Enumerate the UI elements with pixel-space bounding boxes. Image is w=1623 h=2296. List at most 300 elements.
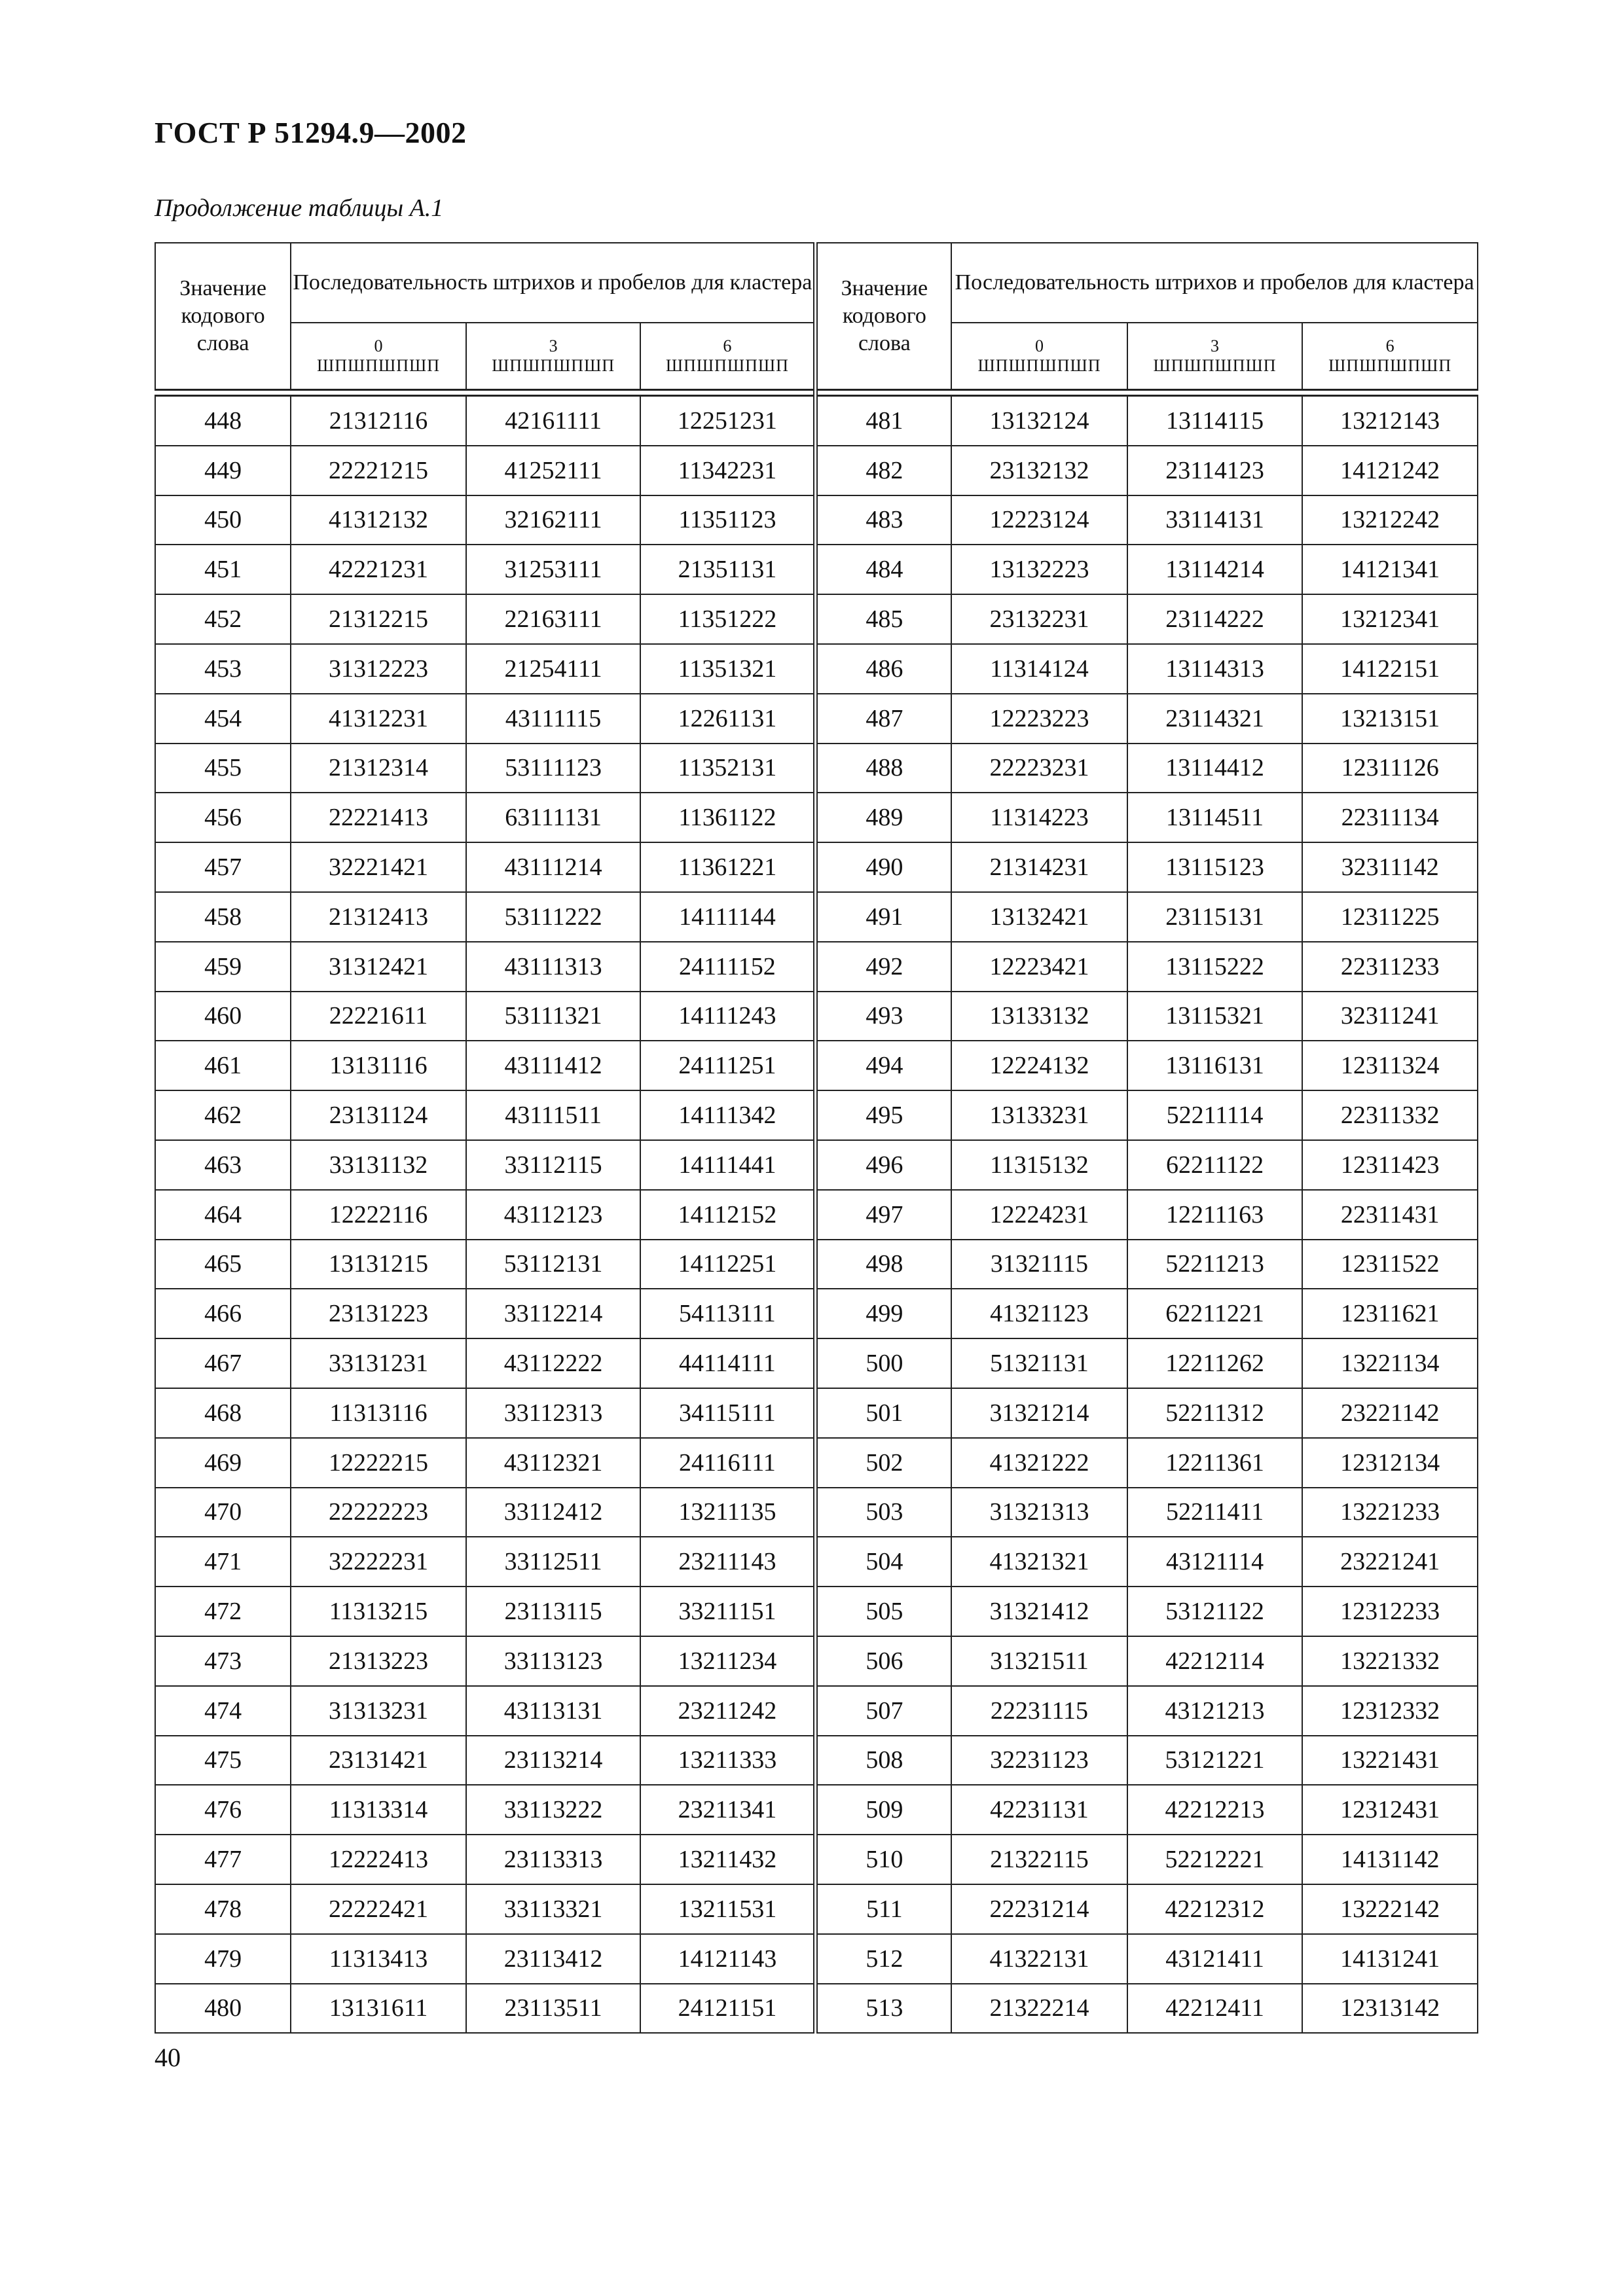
table-row [155,1884,1478,1934]
codeword-value-cell: 449 [155,446,291,495]
pattern-cell: 33131132 [291,1140,466,1190]
cluster-header: 0 ШПШПШПШП [951,323,1127,390]
pattern-cell: 14111342 [640,1090,816,1140]
pattern-cell: 23113313 [466,1835,641,1884]
pattern-cell: 11314223 [951,793,1127,842]
pattern-cell: 13131215 [291,1240,466,1289]
table-row [155,1289,1478,1338]
pattern-cell: 43111115 [466,694,641,744]
page-number: 40 [155,2043,181,2072]
pattern-cell: 51321131 [951,1338,1127,1388]
codeword-value-cell: 465 [155,1240,291,1289]
codeword-value-cell: 488 [816,744,951,793]
table-caption: Продолжение таблицы А.1 [155,194,444,222]
codeword-value-cell: 467 [155,1338,291,1388]
pattern-cell: 33113123 [466,1636,641,1686]
pattern-cell: 13132421 [951,892,1127,942]
table-row [155,1785,1478,1835]
codeword-value-cell: 489 [816,793,951,842]
codeword-value-cell: 481 [816,396,951,446]
codeword-value-cell: 470 [155,1488,291,1537]
pattern-cell: 22311134 [1302,793,1478,842]
pattern-cell: 14122151 [1302,644,1478,694]
table-row [155,1041,1478,1090]
pattern-cell: 13221233 [1302,1488,1478,1537]
codeword-value-cell: 492 [816,942,951,992]
pattern-cell: 12312233 [1302,1587,1478,1636]
pattern-cell: 43112123 [466,1190,641,1240]
pattern-cell: 13131116 [291,1041,466,1090]
pattern-cell: 12224132 [951,1041,1127,1090]
codeword-value-cell: 471 [155,1537,291,1587]
cluster-header: 0 ШПШПШПШП [291,323,466,390]
pattern-cell: 22221413 [291,793,466,842]
pattern-cell: 11352131 [640,744,816,793]
pattern-cell: 43111313 [466,942,641,992]
pattern-cell: 42221231 [291,545,466,594]
pattern-cell: 23114123 [1127,446,1303,495]
document-header: ГОСТ Р 51294.9—2002 [155,116,467,149]
table-row [155,744,1478,793]
codeword-value-cell: 477 [155,1835,291,1884]
pattern-cell: 41322131 [951,1934,1127,1984]
codeword-value-cell: 498 [816,1240,951,1289]
codeword-value-cell: 462 [155,1090,291,1140]
codeword-value-cell: 478 [155,1884,291,1934]
pattern-cell: 24116111 [640,1438,816,1488]
codeword-value-cell: 507 [816,1686,951,1736]
pattern-cell: 14111441 [640,1140,816,1190]
pattern-cell: 11351123 [640,495,816,545]
table-row [155,1984,1478,2034]
codeword-value-cell: 511 [816,1884,951,1934]
codeword-value-cell: 463 [155,1140,291,1190]
pattern-cell: 42161111 [466,396,641,446]
pattern-cell: 23113412 [466,1934,641,1984]
pattern-cell: 32311241 [1302,992,1478,1041]
codeword-value-cell: 512 [816,1934,951,1984]
pattern-cell: 11361221 [640,842,816,892]
pattern-cell: 52211411 [1127,1488,1303,1537]
pattern-cell: 43111214 [466,842,641,892]
pattern-cell: 21312215 [291,594,466,644]
table-row [155,545,1478,594]
codeword-value-cell: 461 [155,1041,291,1090]
pattern-cell: 22311431 [1302,1190,1478,1240]
pattern-cell: 43121411 [1127,1934,1303,1984]
pattern-cell: 32231123 [951,1736,1127,1785]
codeword-value-cell: 451 [155,545,291,594]
pattern-cell: 12211262 [1127,1338,1303,1388]
pattern-cell: 31321214 [951,1388,1127,1438]
table-row [155,842,1478,892]
pattern-cell: 13116131 [1127,1041,1303,1090]
codeword-value-cell: 490 [816,842,951,892]
pattern-cell: 42212312 [1127,1884,1303,1934]
pattern-cell: 43111412 [466,1041,641,1090]
pattern-cell: 23132231 [951,594,1127,644]
pattern-cell: 13212242 [1302,495,1478,545]
pattern-cell: 13133231 [951,1090,1127,1140]
pattern-cell: 21322214 [951,1984,1127,2034]
header-sequence-right: Последовательность штрихов и пробелов для кластера [951,243,1478,323]
pattern-cell: 53112131 [466,1240,641,1289]
pattern-cell: 33113321 [466,1884,641,1934]
pattern-cell: 11342231 [640,446,816,495]
pattern-cell: 12223421 [951,942,1127,992]
pattern-cell: 12222116 [291,1190,466,1240]
pattern-cell: 22311332 [1302,1090,1478,1140]
pattern-cell: 23115131 [1127,892,1303,942]
codeword-value-cell: 474 [155,1686,291,1736]
pattern-cell: 13114313 [1127,644,1303,694]
pattern-cell: 23221142 [1302,1388,1478,1438]
table-row [155,1686,1478,1736]
pattern-cell: 32162111 [466,495,641,545]
codeword-value-cell: 450 [155,495,291,545]
codeword-value-cell: 486 [816,644,951,694]
pattern-cell: 21254111 [466,644,641,694]
codeword-value-cell: 480 [155,1984,291,2034]
codeword-value-cell: 456 [155,793,291,842]
pattern-cell: 63111131 [466,793,641,842]
codeword-value-cell: 501 [816,1388,951,1438]
pattern-cell: 13212341 [1302,594,1478,644]
table-row [155,1388,1478,1438]
pattern-cell: 22223231 [951,744,1127,793]
codeword-value-cell: 483 [816,495,951,545]
codeword-value-cell: 497 [816,1190,951,1240]
table-row [155,892,1478,942]
table-row [155,694,1478,744]
codeword-value-cell: 506 [816,1636,951,1686]
pattern-cell: 22311233 [1302,942,1478,992]
pattern-cell: 14121242 [1302,446,1478,495]
pattern-cell: 13221332 [1302,1636,1478,1686]
pattern-cell: 21314231 [951,842,1127,892]
table-row [155,1835,1478,1884]
pattern-cell: 33113222 [466,1785,641,1835]
cluster-header: 3 ШПШПШПШП [466,323,641,390]
pattern-cell: 12312332 [1302,1686,1478,1736]
pattern-cell: 33112313 [466,1388,641,1438]
pattern-cell: 13115222 [1127,942,1303,992]
pattern-cell: 12311522 [1302,1240,1478,1289]
pattern-cell: 42231131 [951,1785,1127,1835]
pattern-cell: 31321511 [951,1636,1127,1686]
pattern-cell: 24111251 [640,1041,816,1090]
codeword-value-cell: 455 [155,744,291,793]
pattern-cell: 31312421 [291,942,466,992]
table-row [155,1240,1478,1289]
codeword-value-cell: 466 [155,1289,291,1338]
codeword-value-cell: 484 [816,545,951,594]
pattern-cell: 33211151 [640,1587,816,1636]
pattern-cell: 13221431 [1302,1736,1478,1785]
pattern-cell: 41321222 [951,1438,1127,1488]
pattern-cell: 32222231 [291,1537,466,1587]
pattern-cell: 41312231 [291,694,466,744]
pattern-cell: 12222215 [291,1438,466,1488]
pattern-cell: 14121341 [1302,545,1478,594]
codeword-value-cell: 453 [155,644,291,694]
pattern-cell: 13211531 [640,1884,816,1934]
table-row [155,594,1478,644]
pattern-cell: 54113111 [640,1289,816,1338]
pattern-cell: 23211242 [640,1686,816,1736]
table-head [155,243,1478,396]
pattern-cell: 13211135 [640,1488,816,1537]
cluster-header: 6 ШПШПШПШП [640,323,816,390]
pattern-cell: 13211234 [640,1636,816,1686]
pattern-cell: 23132132 [951,446,1127,495]
pattern-cell: 13131611 [291,1984,466,2034]
codeword-value-cell: 510 [816,1835,951,1884]
pattern-cell: 32221421 [291,842,466,892]
pattern-cell: 14121143 [640,1934,816,1984]
pattern-cell: 32311142 [1302,842,1478,892]
pattern-cell: 12312431 [1302,1785,1478,1835]
pattern-cell: 13212143 [1302,396,1478,446]
pattern-cell: 13222142 [1302,1884,1478,1934]
pattern-cell: 53121221 [1127,1736,1303,1785]
pattern-cell: 22221611 [291,992,466,1041]
codeword-value-cell: 502 [816,1438,951,1488]
pattern-cell: 43112222 [466,1338,641,1388]
pattern-cell: 23113511 [466,1984,641,2034]
codeword-value-cell: 493 [816,992,951,1041]
codeword-value-cell: 464 [155,1190,291,1240]
pattern-cell: 33112214 [466,1289,641,1338]
codeword-value-cell: 468 [155,1388,291,1438]
codeword-value-cell: 503 [816,1488,951,1537]
cluster-header: 3 ШПШПШПШП [1127,323,1303,390]
pattern-cell: 22231115 [951,1686,1127,1736]
codeword-value-cell: 448 [155,396,291,446]
pattern-cell: 13211333 [640,1736,816,1785]
codeword-value-cell: 495 [816,1090,951,1140]
table-body [155,396,1478,2034]
codeword-value-cell: 476 [155,1785,291,1835]
codeword-value-cell: 509 [816,1785,951,1835]
pattern-cell: 14111144 [640,892,816,942]
pattern-cell: 44114111 [640,1338,816,1388]
table-row [155,992,1478,1041]
pattern-cell: 31313231 [291,1686,466,1736]
pattern-cell: 22163111 [466,594,641,644]
pattern-cell: 12311621 [1302,1289,1478,1338]
codeword-value-cell: 513 [816,1984,951,2034]
pattern-cell: 12312134 [1302,1438,1478,1488]
pattern-cell: 43113131 [466,1686,641,1736]
pattern-cell: 12313142 [1302,1984,1478,2034]
pattern-cell: 12222413 [291,1835,466,1884]
pattern-cell: 21351131 [640,545,816,594]
codeword-value-cell: 472 [155,1587,291,1636]
pattern-cell: 53111321 [466,992,641,1041]
codeword-value-cell: 508 [816,1736,951,1785]
header-divider [155,390,1478,396]
pattern-cell: 23113214 [466,1736,641,1785]
pattern-cell: 43111511 [466,1090,641,1140]
pattern-cell: 12311225 [1302,892,1478,942]
cluster-header: 6 ШПШПШПШП [1302,323,1478,390]
pattern-cell: 23113115 [466,1587,641,1636]
pattern-cell: 33114131 [1127,495,1303,545]
pattern-cell: 42212114 [1127,1636,1303,1686]
codeword-value-cell: 491 [816,892,951,942]
codeword-value-cell: 504 [816,1537,951,1587]
pattern-cell: 41321123 [951,1289,1127,1338]
pattern-cell: 23211143 [640,1537,816,1587]
pattern-cell: 34115111 [640,1388,816,1438]
pattern-cell: 53111222 [466,892,641,942]
pattern-cell: 13115123 [1127,842,1303,892]
pattern-cell: 12311126 [1302,744,1478,793]
pattern-cell: 11351222 [640,594,816,644]
pattern-cell: 11313413 [291,1934,466,1984]
codeword-table [155,242,1478,2034]
pattern-cell: 12261131 [640,694,816,744]
pattern-cell: 52211213 [1127,1240,1303,1289]
pattern-cell: 31321412 [951,1587,1127,1636]
codeword-value-cell: 499 [816,1289,951,1338]
pattern-cell: 13132124 [951,396,1127,446]
table-row [155,1934,1478,1984]
pattern-cell: 12223124 [951,495,1127,545]
pattern-cell: 14131241 [1302,1934,1478,1984]
pattern-cell: 22231214 [951,1884,1127,1934]
pattern-cell: 13114115 [1127,396,1303,446]
pattern-cell: 52211114 [1127,1090,1303,1140]
pattern-cell: 21313223 [291,1636,466,1686]
pattern-cell: 21322115 [951,1835,1127,1884]
pattern-cell: 24121151 [640,1984,816,2034]
codeword-value-cell: 469 [155,1438,291,1488]
pattern-cell: 23131124 [291,1090,466,1140]
pattern-cell: 21312314 [291,744,466,793]
pattern-cell: 11314124 [951,644,1127,694]
codeword-value-cell: 496 [816,1140,951,1190]
pattern-cell: 23131421 [291,1736,466,1785]
pattern-cell: 21312116 [291,396,466,446]
table-row [155,1636,1478,1686]
pattern-cell: 43121213 [1127,1686,1303,1736]
table-row [155,1140,1478,1190]
table-row [155,942,1478,992]
pattern-cell: 53111123 [466,744,641,793]
pattern-cell: 13114214 [1127,545,1303,594]
table-row [155,793,1478,842]
codeword-value-cell: 457 [155,842,291,892]
pattern-cell: 31253111 [466,545,641,594]
pattern-cell: 33112115 [466,1140,641,1190]
pattern-cell: 11351321 [640,644,816,694]
pattern-cell: 62211221 [1127,1289,1303,1338]
pattern-cell: 13133132 [951,992,1127,1041]
pattern-cell: 23114321 [1127,694,1303,744]
pattern-cell: 12211163 [1127,1190,1303,1240]
table-row [155,446,1478,495]
table-row [155,1587,1478,1636]
pattern-cell: 13114511 [1127,793,1303,842]
header-codeword-value-left: Значение кодового слова [155,243,291,390]
pattern-cell: 52212221 [1127,1835,1303,1884]
codeword-value-cell: 475 [155,1736,291,1785]
pattern-cell: 13132223 [951,545,1127,594]
pattern-cell: 23114222 [1127,594,1303,644]
pattern-cell: 43112321 [466,1438,641,1488]
codeword-value-cell: 487 [816,694,951,744]
codeword-value-cell: 458 [155,892,291,942]
pattern-cell: 12311324 [1302,1041,1478,1090]
table-row [155,1537,1478,1587]
pattern-cell: 41252111 [466,446,641,495]
pattern-cell: 14131142 [1302,1835,1478,1884]
pattern-cell: 23221241 [1302,1537,1478,1587]
codeword-value-cell: 459 [155,942,291,992]
header-sequence-left: Последовательность штрихов и пробелов для кластера [291,243,816,323]
pattern-cell: 23131223 [291,1289,466,1338]
pattern-cell: 41321321 [951,1537,1127,1587]
codeword-value-cell: 479 [155,1934,291,1984]
table-row [155,1338,1478,1388]
pattern-cell: 33131231 [291,1338,466,1388]
table-row [155,1190,1478,1240]
codeword-value-cell: 500 [816,1338,951,1388]
pattern-cell: 13115321 [1127,992,1303,1041]
pattern-cell: 12211361 [1127,1438,1303,1488]
pattern-cell: 22222421 [291,1884,466,1934]
pattern-cell: 11315132 [951,1140,1127,1190]
pattern-cell: 42212411 [1127,1984,1303,2034]
pattern-cell: 33112511 [466,1537,641,1587]
pattern-cell: 22221215 [291,446,466,495]
table-row [155,1438,1478,1488]
pattern-cell: 31312223 [291,644,466,694]
pattern-cell: 22222223 [291,1488,466,1537]
codeword-value-cell: 494 [816,1041,951,1090]
pattern-cell: 31321115 [951,1240,1127,1289]
pattern-cell: 14112251 [640,1240,816,1289]
pattern-cell: 12251231 [640,396,816,446]
codeword-value-cell: 454 [155,694,291,744]
table-row [155,396,1478,446]
pattern-cell: 62211122 [1127,1140,1303,1190]
pattern-cell: 11313116 [291,1388,466,1438]
pattern-cell: 13213151 [1302,694,1478,744]
pattern-cell: 13211432 [640,1835,816,1884]
pattern-cell: 13221134 [1302,1338,1478,1388]
table-row [155,1736,1478,1785]
pattern-cell: 43121114 [1127,1537,1303,1587]
pattern-cell: 23211341 [640,1785,816,1835]
pattern-cell: 14112152 [640,1190,816,1240]
codeword-value-cell: 473 [155,1636,291,1686]
codeword-value-cell: 482 [816,446,951,495]
header-codeword-value-right: Значение кодового слова [816,243,951,390]
codeword-value-cell: 452 [155,594,291,644]
codeword-value-cell: 485 [816,594,951,644]
table-row [155,1090,1478,1140]
pattern-cell: 42212213 [1127,1785,1303,1835]
pattern-cell: 13114412 [1127,744,1303,793]
pattern-cell: 31321313 [951,1488,1127,1537]
codeword-value-cell: 460 [155,992,291,1041]
pattern-cell: 52211312 [1127,1388,1303,1438]
pattern-cell: 11361122 [640,793,816,842]
table-row [155,1488,1478,1537]
